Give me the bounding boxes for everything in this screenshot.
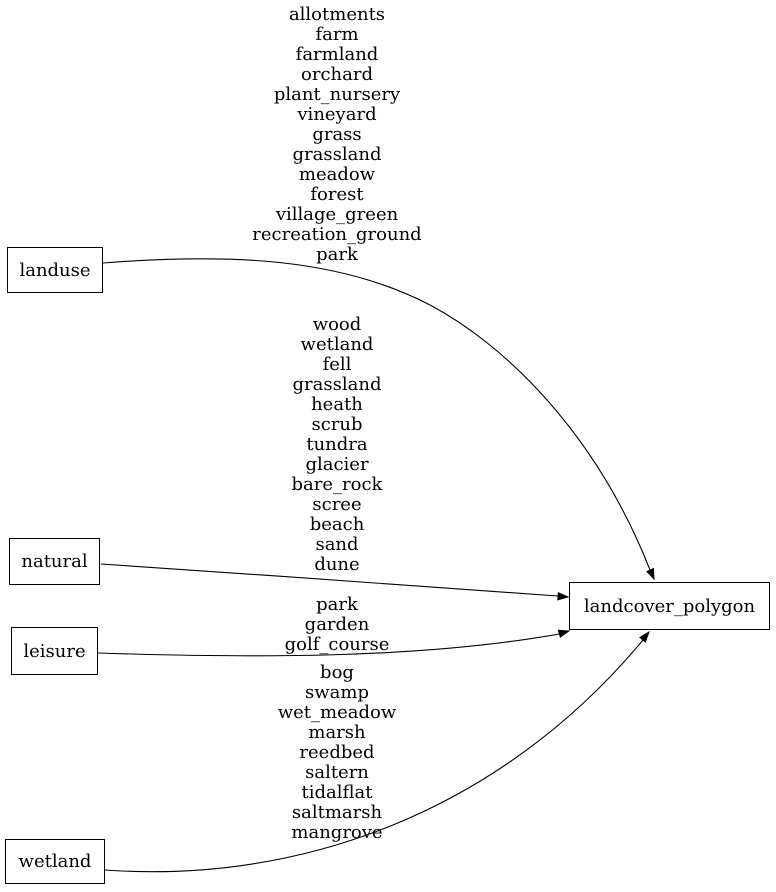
edge-label-line: tundra <box>306 434 368 455</box>
edge-label-line: glacier <box>305 454 369 475</box>
edge-label-line: saltmarsh <box>291 802 383 823</box>
edge-label-line: grassland <box>292 144 382 165</box>
edge-label-line: beach <box>309 514 365 535</box>
edge-label-line: swamp <box>305 682 369 703</box>
edge-labels-landuse-values <box>187 5 487 265</box>
edge-label-line: forest <box>310 184 364 205</box>
edge-label-line: wood <box>312 314 362 335</box>
node-landcover-polygon-label: landcover_polygon <box>583 595 756 617</box>
node-natural-label: natural <box>21 551 88 572</box>
node-landuse <box>7 247 103 293</box>
edge-labels-leisure-values <box>187 595 487 655</box>
node-natural <box>9 538 100 585</box>
edge-label-line: park <box>316 244 358 265</box>
edge-natural-arrowhead <box>558 593 568 600</box>
edge-label-line: vineyard <box>297 104 377 125</box>
edge-label-line: fell <box>322 354 352 375</box>
edge-label-line: sand <box>315 534 359 555</box>
node-wetland-label: wetland <box>18 851 92 872</box>
edge-label-line: farmland <box>295 44 379 65</box>
edge-label-line: park <box>316 594 358 615</box>
edge-label-line: mangrove <box>291 822 383 843</box>
edge-label-line: golf_course <box>284 634 390 655</box>
edge-label-line: bare_rock <box>291 474 383 495</box>
edge-label-line: scree <box>312 494 362 515</box>
edge-label-line: reedbed <box>299 742 375 763</box>
edge-label-line: recreation_ground <box>252 224 422 245</box>
edge-label-line: farm <box>315 24 359 45</box>
edge-label-line: meadow <box>298 164 376 185</box>
node-landuse-label: landuse <box>19 259 91 281</box>
edge-leisure-arrowhead <box>558 630 569 637</box>
edge-label-line: grass <box>312 124 362 145</box>
edge-label-line: bog <box>320 662 354 683</box>
node-leisure-label: leisure <box>23 640 86 662</box>
node-wetland <box>5 839 105 884</box>
node-landcover-polygon <box>569 582 770 630</box>
edge-label-line: scrub <box>311 414 363 435</box>
edge-label-line: saltern <box>305 762 369 783</box>
edge-label-line: tidalflat <box>301 782 373 803</box>
edge-label-line: heath <box>311 394 363 415</box>
edge-label-line: allotments <box>288 4 386 25</box>
node-leisure <box>11 627 98 675</box>
edge-label-line: grassland <box>292 374 382 395</box>
edge-wetland-arrowhead <box>640 632 649 642</box>
edge-label-line: marsh <box>308 722 366 743</box>
edge-label-line: garden <box>304 614 370 635</box>
edge-label-line: plant_nursery <box>273 84 401 105</box>
edge-label-line: orchard <box>301 64 373 85</box>
edge-label-line: wetland <box>300 334 374 355</box>
edge-landuse-arrowhead <box>647 569 654 580</box>
edge-label-line: dune <box>314 554 360 575</box>
edge-labels-wetland-values <box>187 663 487 843</box>
edge-labels-natural-values <box>187 315 487 575</box>
edge-label-line: village_green <box>275 204 399 225</box>
edge-label-line: wet_meadow <box>277 702 397 723</box>
